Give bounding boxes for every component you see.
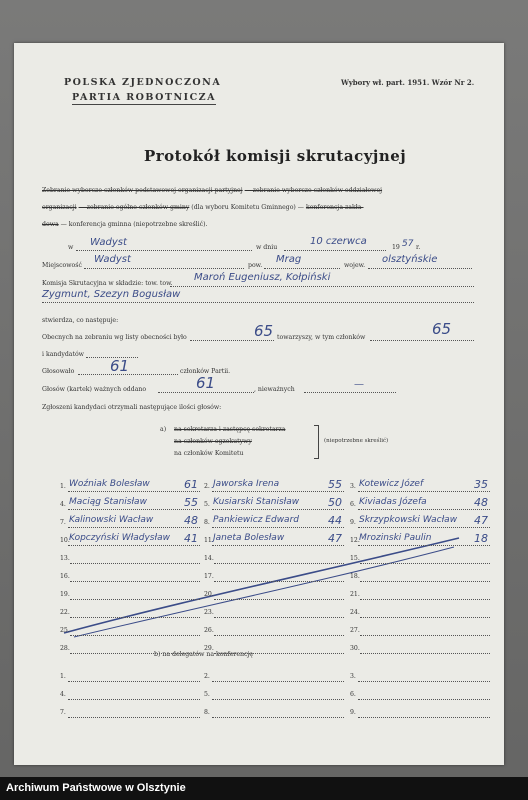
dotted-line <box>68 699 200 700</box>
hw-day: 10 czerwca <box>310 236 367 247</box>
protocol-sheet <box>14 43 504 765</box>
dotted-line <box>84 268 244 269</box>
empty-row-number: 17. <box>204 573 214 580</box>
empty-row-number: 30. <box>350 645 360 652</box>
dotted-line <box>68 509 200 510</box>
candidate-number: 10. <box>60 537 70 544</box>
dotted-line <box>214 599 344 600</box>
empty-row-number: 19. <box>60 591 70 598</box>
empty-row-number: 21. <box>350 591 360 598</box>
hw-obecnych: 65 <box>254 322 274 340</box>
label-wojew: wojew. <box>344 262 366 269</box>
document-title: Protokół komisji skrutacyjnej <box>144 147 407 165</box>
party-name-line2: PARTIA ROBOTNICZA <box>72 92 216 103</box>
intro-line-1: Zebranie wyborcze członków podstawowej organizacji partyjnej — zebranie wyborcze członków oddziałowej <box>42 187 383 194</box>
candidate-votes: 55 <box>184 496 198 509</box>
section-a-note: (niepotrzebne skreślić) <box>324 438 389 444</box>
dotted-line <box>368 268 472 269</box>
candidate-number: 3. <box>350 483 356 490</box>
delegate-number: 7. <box>60 709 66 716</box>
dotted-line <box>212 491 344 492</box>
delegate-number: 9. <box>350 709 356 716</box>
candidate-votes: 44 <box>328 514 342 527</box>
dotted-line <box>360 599 490 600</box>
label-glosow: Głosów (kartek) ważnych oddano <box>42 386 147 393</box>
delegate-number: 4. <box>60 691 66 698</box>
candidate-votes: 61 <box>184 478 198 491</box>
empty-row-number: 26. <box>204 627 214 634</box>
empty-row-number: 29. <box>204 645 214 652</box>
hw-miejscowosc: Wadyst <box>94 254 131 265</box>
dotted-line <box>214 581 344 582</box>
dotted-line <box>358 717 490 718</box>
empty-row-number: 18. <box>350 573 360 580</box>
hw-pow: Mrag <box>276 254 302 265</box>
hw-niewazne: — <box>354 379 364 390</box>
delegate-number: 5. <box>204 691 210 698</box>
dotted-line <box>360 635 490 636</box>
candidate-name: Mrozinski Paulin <box>359 533 432 543</box>
label-stwierdza: stwierdza, co następuje: <box>42 317 119 324</box>
empty-row-number: 27. <box>350 627 360 634</box>
label-glosowalo: Głosowało <box>42 368 75 375</box>
label-towarzyszy: towarzyszy, w tym członków <box>277 334 366 341</box>
archive-name: Archiwum Państwowe w Olsztynie <box>6 782 186 794</box>
dotted-line <box>360 581 490 582</box>
dotted-line <box>70 581 200 582</box>
candidate-votes: 47 <box>474 514 488 527</box>
candidate-number: 6. <box>350 501 356 508</box>
label-pow: pow. <box>248 262 263 269</box>
empty-row-number: 22. <box>60 609 70 616</box>
dotted-line <box>360 617 490 618</box>
candidate-number: 4. <box>60 501 66 508</box>
empty-row-number: 24. <box>350 609 360 616</box>
dotted-line <box>214 563 344 564</box>
delegate-number: 3. <box>350 673 356 680</box>
section-a-label: a) <box>160 426 167 433</box>
dotted-line <box>214 635 344 636</box>
hw-year: 57 <box>402 239 414 249</box>
hw-glosowalo: 61 <box>110 357 130 375</box>
candidate-votes: 47 <box>328 532 342 545</box>
empty-row-number: 28. <box>60 645 70 652</box>
election-reference: Wybory wł. part. 1951. Wzór Nr 2. <box>341 78 475 87</box>
dotted-line <box>70 617 200 618</box>
empty-row-number: 14. <box>204 555 214 562</box>
hw-komisja-1: Maroń Eugeniusz, Kołpiński <box>194 272 331 283</box>
intro-line-2: organizacji — zebranie ogólne członków gminy (dla wyboru Komitetu Gminnego) — konferencja zakła- <box>42 204 364 211</box>
candidate-name: Kiviadas Józefa <box>359 497 427 507</box>
hw-wazne: 61 <box>196 374 216 392</box>
candidate-votes: 48 <box>184 514 198 527</box>
candidate-votes: 48 <box>474 496 488 509</box>
dotted-line <box>70 653 200 654</box>
empty-row-number: 15. <box>350 555 360 562</box>
candidate-votes: 18 <box>474 532 488 545</box>
dotted-line <box>358 681 490 682</box>
label-kandydatow: i kandydatów <box>42 351 84 358</box>
candidate-name: Kusiarski Stanisław <box>213 497 300 507</box>
dotted-line <box>304 392 396 393</box>
dotted-line <box>214 617 344 618</box>
label-obecnych: Obecnych na zebraniu wg listy obecności było <box>42 334 187 341</box>
candidate-number: 1. <box>60 483 66 490</box>
dotted-line <box>360 653 490 654</box>
label-w-dniu: w dniu <box>256 244 278 251</box>
label-niewaznych: , nieważnych <box>254 386 295 393</box>
dotted-line <box>360 563 490 564</box>
dotted-line <box>214 653 344 654</box>
dotted-line <box>68 681 200 682</box>
dotted-line <box>358 491 490 492</box>
dotted-line <box>68 491 200 492</box>
empty-row-number: 23. <box>204 609 214 616</box>
label-miejscowosc: Miejscowość <box>42 262 82 269</box>
intro-line-3: dowa — konferencja gminna (niepotrzebne skreślić). <box>42 221 208 228</box>
candidate-votes: 41 <box>184 532 198 545</box>
label-czlonkow-partii: członków Partii. <box>180 368 231 375</box>
hw-czlonkow: 65 <box>432 320 452 338</box>
dotted-line <box>212 717 344 718</box>
dotted-line <box>212 527 344 528</box>
dotted-line <box>358 527 490 528</box>
dotted-line <box>370 340 474 341</box>
delegate-number: 6. <box>350 691 356 698</box>
dotted-line <box>68 717 200 718</box>
section-a-option-2: na członków egzekutywy <box>174 438 252 445</box>
label-w: w <box>68 244 74 251</box>
label-komisja: Komisja Skrutacyjna w składzie: tow. tow. <box>42 280 173 287</box>
candidate-votes: 35 <box>474 478 488 491</box>
empty-row-number: 16. <box>60 573 70 580</box>
candidate-name: Kotewicz Józef <box>359 479 424 489</box>
candidate-number: 7. <box>60 519 66 526</box>
empty-row-number: 13. <box>60 555 70 562</box>
hw-woj: olsztyńskie <box>382 254 438 265</box>
dotted-line <box>264 268 340 269</box>
candidate-votes: 50 <box>328 496 342 509</box>
hw-place: Wadyst <box>90 237 127 248</box>
candidate-votes: 55 <box>328 478 342 491</box>
dotted-line <box>212 699 344 700</box>
candidate-number: 11. <box>204 537 214 544</box>
dotted-line <box>68 545 200 546</box>
candidate-name: Jaworska Irena <box>213 479 280 489</box>
empty-row-number: 25. <box>60 627 70 634</box>
section-b-label: b) na delegatów na konferencję <box>154 651 254 658</box>
dotted-line <box>358 699 490 700</box>
dotted-line <box>212 681 344 682</box>
dotted-line <box>70 599 200 600</box>
dotted-line <box>212 509 344 510</box>
dotted-line <box>70 563 200 564</box>
label-r: r. <box>416 244 421 251</box>
delegate-number: 8. <box>204 709 210 716</box>
section-a-option-1: na sekretarza i zastępcę sekretarza <box>174 426 286 433</box>
candidate-name: Pankiewicz Edward <box>213 515 299 525</box>
candidate-number: 12. <box>350 537 360 544</box>
dotted-line <box>42 302 474 303</box>
delegate-number: 2. <box>204 673 210 680</box>
candidate-name: Kopczyński Władysław <box>69 533 170 543</box>
candidate-name: Kalinowski Wacław <box>69 515 154 525</box>
cross-out-stroke <box>54 533 474 643</box>
dotted-line <box>68 527 200 528</box>
bracket <box>314 425 319 459</box>
party-name-line1: POLSKA ZJEDNOCZONA <box>64 77 222 88</box>
hw-komisja-2: Zygmunt, Szezyn Bogusław <box>42 289 181 300</box>
label-year: 19 <box>392 244 400 251</box>
empty-row-number: 20. <box>204 591 214 598</box>
section-a-option-3: na członków Komitetu <box>174 450 244 457</box>
dotted-line <box>170 286 474 287</box>
label-zgloszeni: Zgłoszeni kandydaci otrzymali następujące ilości głosów: <box>42 404 222 411</box>
candidate-name: Skrzypkowski Wacław <box>359 515 458 525</box>
dotted-line <box>190 340 274 341</box>
delegate-number: 1. <box>60 673 66 680</box>
candidate-number: 9. <box>350 519 356 526</box>
candidate-name: Maciąg Stanisław <box>69 497 147 507</box>
candidate-number: 5. <box>204 501 210 508</box>
dotted-line <box>70 635 200 636</box>
candidate-name: Janeta Bolesław <box>213 533 285 543</box>
candidate-name: Woźniak Bolesław <box>69 479 150 489</box>
candidate-number: 8. <box>204 519 210 526</box>
archive-footer <box>0 777 528 800</box>
dotted-line <box>284 250 386 251</box>
dotted-line <box>158 392 254 393</box>
dotted-line <box>212 545 344 546</box>
candidate-number: 2. <box>204 483 210 490</box>
dotted-line <box>76 250 252 251</box>
dotted-line <box>358 545 490 546</box>
dotted-line <box>358 509 490 510</box>
